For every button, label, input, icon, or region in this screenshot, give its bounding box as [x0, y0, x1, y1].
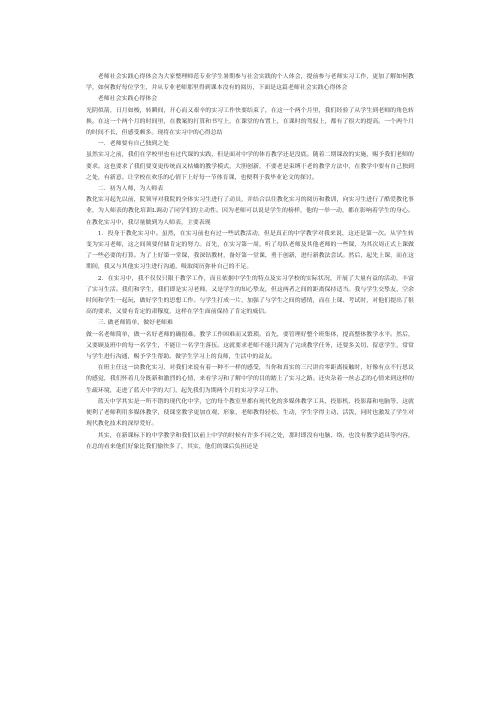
paragraph-intro: 老师社会实践心得体会为大家整理师范专业学生暑期参与社会实践的个人体会，提前参与老师实习工作，更加了解如何教学，如何教好每位学生，并从专业老师那里得到课本没有的阅历，下面是这篇老师社会实践心得体会: [86, 74, 414, 92]
paragraph-1: 虽然实习之前，我们在学校里也有过代课的实践，但是面对中学的体育教学还是没底。随着二期课改的实施，赐予我们老师的要求。这也要求了我们要变更传统而又枯燥的教学模式，大胆创新，不要老是束缚于老的教学方法中，在教学中要有自己独到之处，有新意。让学校在欢乐的心情下上好每一节体育课，也便利于我毕业论文的探讨。: [86, 152, 414, 181]
heading-1: 一．老师要有自己独到之处: [97, 141, 170, 148]
heading-3: 三. 做老师简单，做好老师难: [97, 320, 173, 327]
paragraph-4: 在班主任这一块教化实习，对我们来说有着一种不一样的感受，当你和真实的三尺讲台零距离接触时，好像有点不行思议的感觉，我们怀着几分既新和激烈的心情，来看学习和了解中学的目的踏上了实习之路。还央杂着一丝忐忑的心情来到这样的生疏环境，走进了蓝天中学的大门，起先我们为期两个月的实习学习工作。: [86, 365, 414, 394]
paragraph-2-point-2: 2．在实习中，我不仅仅只限于教学工作，而且依据中学生的特点及实习学校的实际状况，开展了大量有益的活动，丰富了实习生活。我们和学生，我们即是实习老师，又是学生的知心挚友，但这两者之间的距离保持适当。我与学生交挚友，空余时间和学生一起玩，做好学生的思想工作。与学生打成一片，加强了与学生之间的感情，而在上课、考试时，对他们提出了很高的要求，又要有肯定的肃穆度，这样在学生面前保持了肯定的威信。: [86, 275, 414, 316]
paragraph-3: 做一名老师简单，做一名好老师的确很难。教学工作困难而又繁琐。首先，要管理好整个班集体，提高整体教学水平。然后，又要顾及班中的每一名学生，不能让一名学生落伍。这就要求老师不能只满为了完成教学任务，还要多关切、留意学生，常常与学生进行沟通，赐予学生帮助。做学生学习上的良师，生活中的益友。: [86, 331, 414, 361]
paragraph-2-point-1: 1．投身于教化实习中。虽然，在实习前也有过一些试教活动，但是真正的中学教学对我来说，这还是第一次。从学生转变为实习老师，这之间须要付储肯定的努力。首先，在实习第一周，听了母队老师及其他老师的一些课，为其次周正式上课做了一些必要的打算。为了上好第一堂课，我深钻教材，备好第一堂课，勇于创新，进行新教法尝试。然后，起先上课，而在这期间，我又与其他实习生进行沟通，吸取阅历弥补自己的不足。: [86, 230, 414, 271]
paragraph-5: 蓝天中学其实是一所不错的现代化中学，它的每个教室里都有现代化的多媒体教学工具、投影机、投影幕和电脑等，这就便利了老师利用多媒体教学，使课堂教学更加直观、形象，老师教得轻松、生动，学生学得主动、活泼，同时也激发了学生对现代教化技术的深厚爱好。: [86, 398, 414, 428]
paragraph-2: 教化实习起先以前，院领导对我院的全体实习生进行了动员，并结合以往教化实习的阅历和教训，向实习生进行了酷爱教化事业，为人师表的教化培训L调动了同学们的主动性。因为老师可以说是学生的榜样，他的一举一动，都在影响着学生的身心。在教化实习中，我尽量做到为人师表，主要表现: [86, 197, 414, 226]
paragraph-opening: 光阴似箭，日月如梭，转瞬间，开心而又艰辛的实习工作快要结束了，在这一个两个月里，我们经验了从学生到老师的角色转换。在这一个两个月的时间里，在教案的打算和书写上，在课堂的布置上，在课时的驾驭上，都有了很大的提高。一个两个月的时间不长，但感受颇多。现将在实习中的心得总结: [86, 107, 414, 137]
document-body: [86, 72, 414, 453]
paragraph-6: 其实，在新课标下的中学教学和我们以前上中学的时候有许多不同之处，那时即没有电脑、络，也没有教学道具等内容，在总的看来他们好象比我们愉快多了，其实，他们的课后负担还是: [86, 432, 414, 450]
heading-2: 二．初为人师，为人师表: [97, 186, 164, 193]
paragraph-title: 老师社会实践心得体会: [97, 96, 158, 103]
